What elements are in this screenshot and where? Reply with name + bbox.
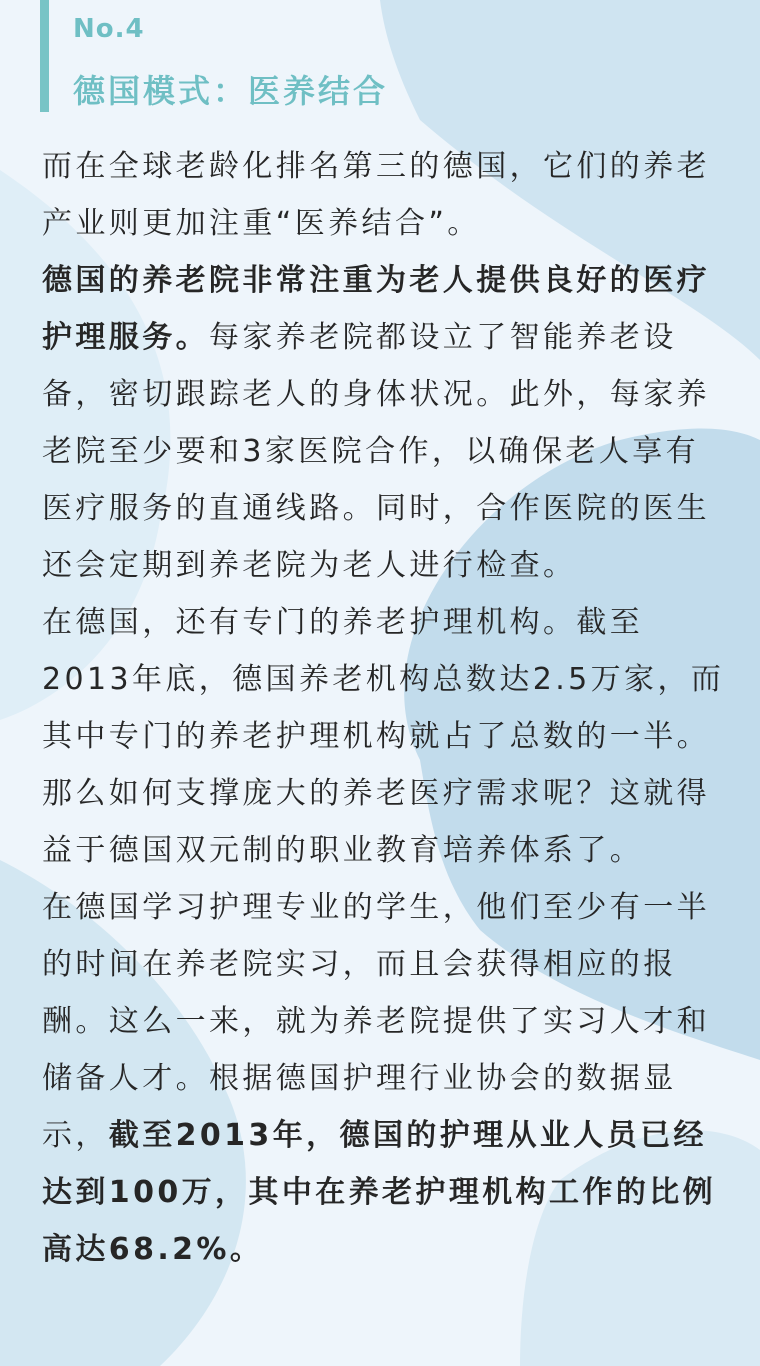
paragraph xyxy=(42,252,732,594)
section-title: 德国模式：医养结合 xyxy=(73,72,389,110)
paragraph xyxy=(42,879,732,1278)
paragraph-text: 而在全球老龄化排名第三的德国，它们的养老产业则更加注重“医养结合”。 xyxy=(42,149,710,241)
paragraph-bold-text: 截至2013年，德国的护理从业人员已经达到100万，其中在养老护理机构工作的比例高达68.2%。 xyxy=(42,1118,717,1267)
paragraph-bold-text: 德国的养老院非常注重为老人提供良好的医疗护理服务。 xyxy=(42,263,710,355)
section-number: No.4 xyxy=(73,14,145,44)
paragraph xyxy=(42,765,732,879)
paragraph xyxy=(42,138,732,252)
article-body xyxy=(42,138,732,1278)
paragraph-text: 在德国，还有专门的养老护理机构。截至2013年底，德国养老机构总数达2.5万家，而其中专门的养老护理机构就占了总数的一半。 xyxy=(42,605,725,754)
paragraph-text: 每家养老院都设立了智能养老设备，密切跟踪老人的身体状况。此外，每家养老院至少要和3家医院合作，以确保老人享有医疗服务的直通线路。同时，合作医院的医生还会定期到养老院为老人进行检查。 xyxy=(42,320,710,583)
paragraph-text: 在德国学习护理专业的学生，他们至少有一半的时间在养老院实习，而且会获得相应的报酬。这么一来，就为养老院提供了实习人才和储备人才。根据德国护理行业协会的数据显示， xyxy=(42,890,710,1153)
paragraph-text: 那么如何支撑庞大的养老医疗需求呢？这就得益于德国双元制的职业教育培养体系了。 xyxy=(42,776,710,868)
section-header xyxy=(40,0,649,112)
paragraph xyxy=(42,594,732,765)
